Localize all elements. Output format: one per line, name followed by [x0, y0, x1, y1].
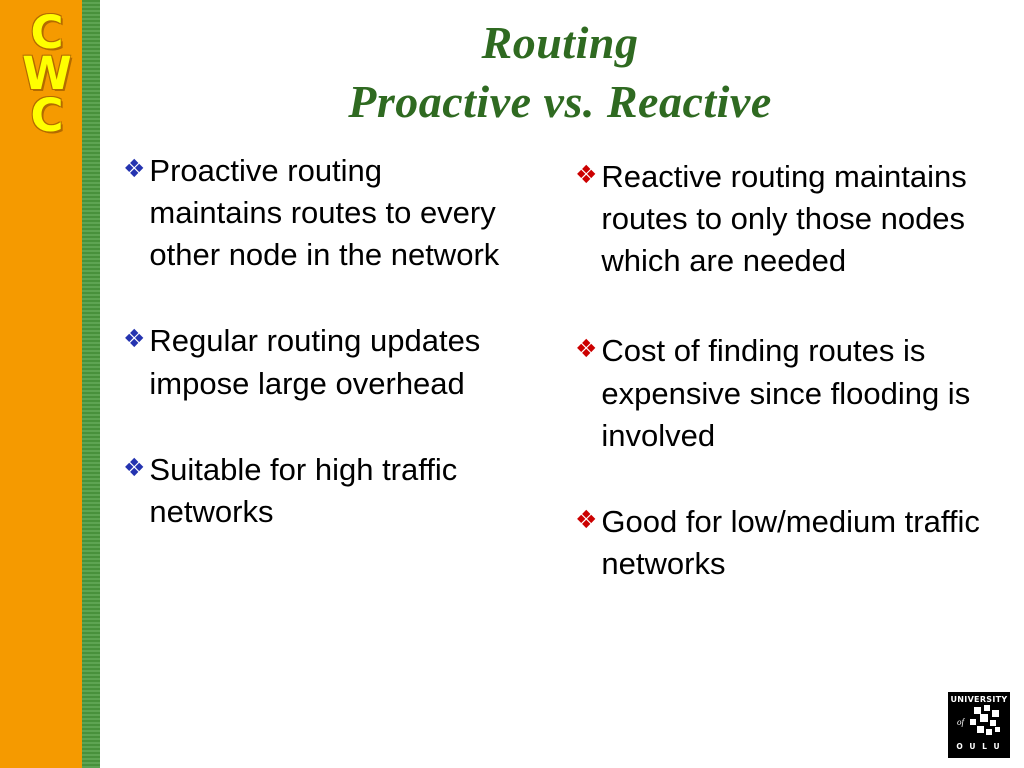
content-columns — [105, 150, 1015, 750]
logo-letter-c1: C — [30, 6, 64, 59]
list-item-text: Good for low/medium traffic networks — [601, 503, 980, 582]
university-logo-emblem — [956, 705, 1002, 741]
list-item-text: Reactive routing maintains routes to only those nodes which are needed — [601, 159, 967, 279]
diamond-bullet-icon: ❖ — [123, 324, 146, 354]
list-item-text: Cost of finding routes is expensive since flooding is involved — [601, 333, 971, 453]
left-green-bar — [82, 0, 100, 768]
list-item — [575, 330, 1005, 456]
oulu-emblem-icon — [968, 705, 1002, 739]
list-item — [575, 156, 1005, 282]
list-item — [123, 150, 523, 276]
left-column — [123, 150, 523, 577]
university-logo-bottom-text: O U L U — [956, 742, 1002, 751]
list-item-text: Proactive routing maintains routes to every other node in the network — [149, 153, 500, 273]
title-line-1: Routing — [481, 17, 639, 68]
university-of-oulu-logo — [948, 692, 1010, 758]
list-item — [123, 449, 523, 533]
diamond-bullet-icon: ❖ — [123, 452, 146, 482]
university-logo-of-text: of — [957, 717, 965, 727]
diamond-bullet-icon: ❖ — [575, 334, 598, 364]
slide-title — [130, 14, 990, 132]
list-item-text: Suitable for high traffic networks — [149, 451, 458, 529]
cwc-logo — [16, 6, 78, 172]
list-item — [123, 320, 523, 404]
right-column — [575, 156, 1005, 629]
list-item-text: Regular routing updates impose large overhead — [149, 323, 481, 401]
diamond-bullet-icon: ❖ — [575, 504, 598, 534]
university-logo-top-text: UNIVERSITY — [950, 695, 1008, 704]
diamond-bullet-icon: ❖ — [123, 154, 146, 183]
title-line-2: Proactive vs. Reactive — [348, 75, 772, 127]
logo-letter-c2: C — [30, 88, 64, 142]
diamond-bullet-icon: ❖ — [575, 160, 598, 189]
logo-letter-w: W — [22, 47, 72, 101]
list-item — [575, 501, 1005, 585]
